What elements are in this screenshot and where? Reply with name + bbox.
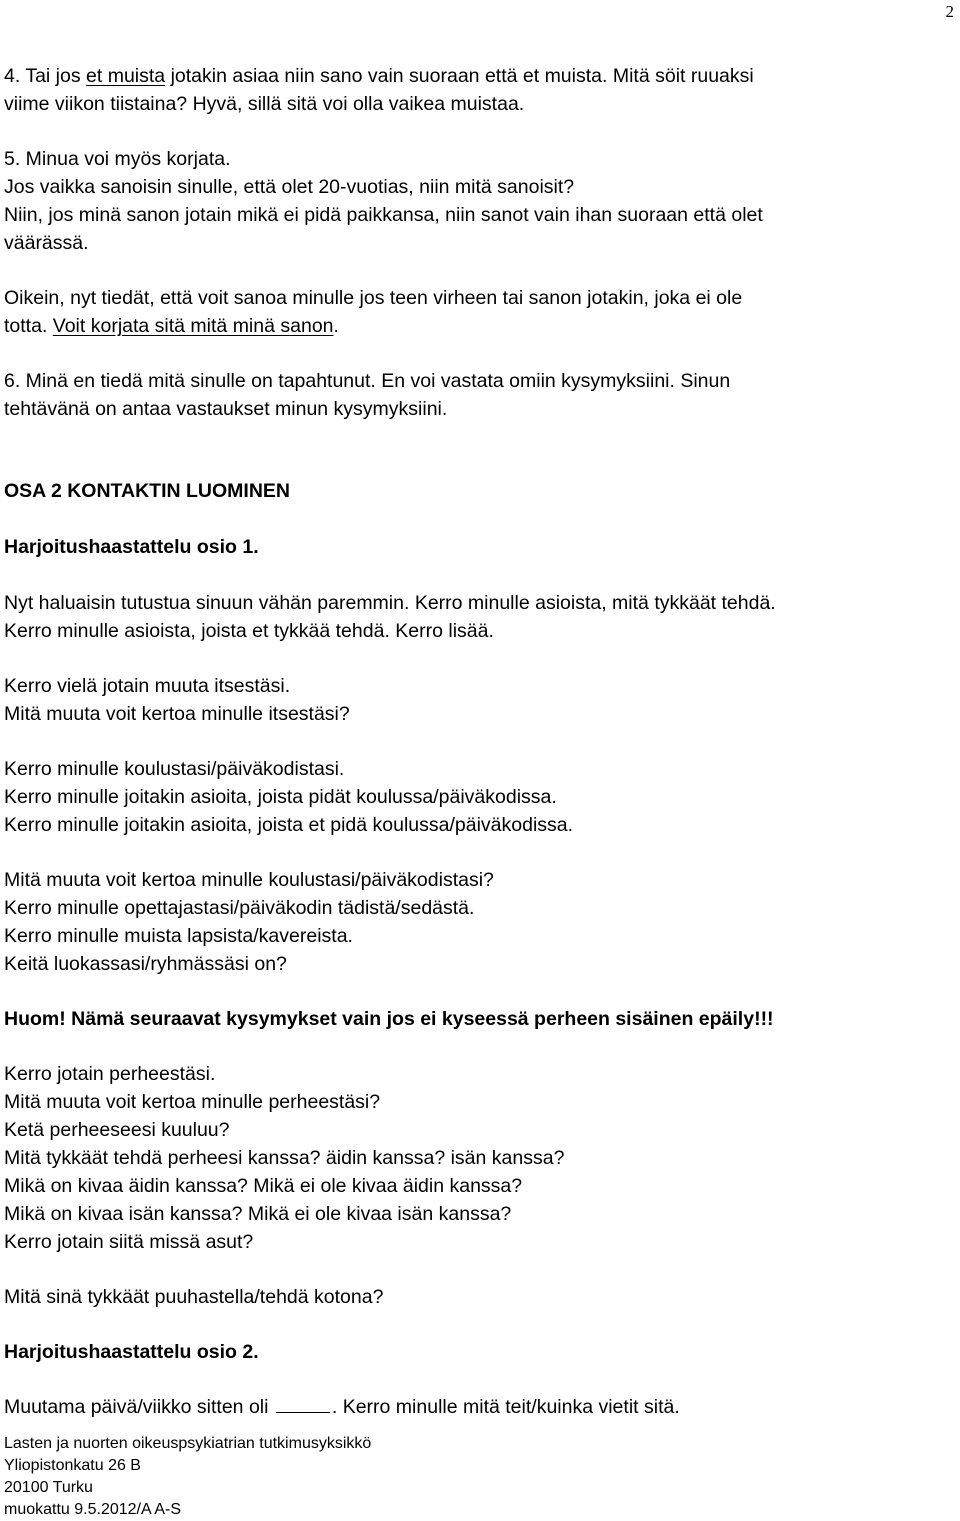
section-5-line-2: Jos vaikka sanoisin sinulle, että olet 20-vuotias, niin mitä sanoisit? xyxy=(4,176,575,198)
family-line-1: Kerro jotain perheestäsi. xyxy=(4,1063,216,1085)
home-question: Mitä sinä tykkäät puuhastella/tehdä kotona? xyxy=(4,1286,384,1308)
text-run: . xyxy=(333,315,339,337)
family-line-6: Mikä on kivaa isän kanssa? Mikä ei ole kivaa isän kanssa? xyxy=(4,1203,512,1225)
school-followup-line-4: Keitä luokassasi/ryhmässäsi on? xyxy=(4,953,287,975)
intro-line-1: Nyt haluaisin tutustua sinuun vähän paremmin. Kerro minulle asioista, mitä tykkäät tehdä. xyxy=(4,592,776,614)
correction-line-1: Oikein, nyt tiedät, että voit sanoa minulle jos teen virheen tai sanon jotakin, joka ei ole xyxy=(4,287,743,309)
section-5-line-3: Niin, jos minä sanon jotain mikä ei pidä paikkansa, niin sanot vain ihan suoraan että olet xyxy=(4,204,763,226)
section-4-line-2: viime viikon tiistaina? Hyvä, sillä sitä voi olla vaikea muistaa. xyxy=(4,93,525,115)
section-5 xyxy=(4,145,954,257)
text-run: Muutama päivä/viikko sitten oli xyxy=(4,1396,274,1418)
section-heading: OSA 2 KONTAKTIN LUOMINEN xyxy=(4,480,290,502)
self-paragraph xyxy=(4,672,954,728)
family-line-3: Ketä perheeseesi kuuluu? xyxy=(4,1119,230,1141)
section-6 xyxy=(4,367,954,423)
self-line-1: Kerro vielä jotain muuta itsestäsi. xyxy=(4,675,291,697)
school-line-1: Kerro minulle koulustasi/päiväkodistasi. xyxy=(4,758,345,780)
underlined-text: Voit korjata sitä mitä minä sanon xyxy=(52,315,334,337)
section-5-line-4: väärässä. xyxy=(4,232,89,254)
correction-paragraph xyxy=(4,284,954,340)
warning-note: Huom! Nämä seuraavat kysymykset vain jos ei kyseessä perheen sisäinen epäily!!! xyxy=(4,1008,774,1030)
intro-line-2: Kerro minulle asioista, joista et tykkää tehdä. Kerro lisää. xyxy=(4,620,494,642)
family-line-5: Mikä on kivaa äidin kanssa? Mikä ei ole kivaa äidin kanssa? xyxy=(4,1175,523,1197)
subsection-heading-osio-1: Harjoitushaastattelu osio 1. xyxy=(4,536,259,558)
family-paragraph xyxy=(4,1060,954,1256)
self-line-2: Mitä muuta voit kertoa minulle itsestäsi? xyxy=(4,703,350,725)
document-body xyxy=(4,62,954,1421)
family-line-2: Mitä muuta voit kertoa minulle perheestäsi? xyxy=(4,1091,381,1113)
text-run: 4. Tai jos xyxy=(4,65,87,87)
family-line-7: Kerro jotain siitä missä asut? xyxy=(4,1231,254,1253)
family-line-4: Mitä tykkäät tehdä perheesi kanssa? äidin kanssa? isän kanssa? xyxy=(4,1147,565,1169)
fill-in-blank[interactable] xyxy=(276,1394,330,1413)
text-run: . Kerro minulle mitä teit/kuinka vietit sitä. xyxy=(331,1396,680,1418)
footer-organization: Lasten ja nuorten oikeuspsykiatrian tutkimusyksikkö xyxy=(4,1435,372,1452)
footer xyxy=(4,1433,371,1521)
intro-paragraph xyxy=(4,589,954,645)
footer-modified-date: muokattu 9.5.2012/A A-S xyxy=(4,1501,182,1518)
text-run: jotakin asiaa niin sano vain suoraan että et muista. Mitä söit ruuaksi xyxy=(165,65,754,87)
school-followup-line-1: Mitä muuta voit kertoa minulle koulustasi/päiväkodistasi? xyxy=(4,869,494,891)
school-paragraph xyxy=(4,755,954,839)
school-line-3: Kerro minulle joitakin asioita, joista et pidä koulussa/päiväkodissa. xyxy=(4,814,574,836)
subsection-heading-osio-2: Harjoitushaastattelu osio 2. xyxy=(4,1341,259,1363)
text-run: totta. xyxy=(4,315,53,337)
section-6-line-2: tehtävänä on antaa vastaukset minun kysymyksiini. xyxy=(4,398,448,420)
school-followup-paragraph xyxy=(4,866,954,978)
footer-street-address: Yliopistonkatu 26 B xyxy=(4,1457,141,1474)
section-5-line-1: 5. Minua voi myös korjata. xyxy=(4,148,231,170)
correction-line-2 xyxy=(4,312,954,340)
section-6-line-1: 6. Minä en tiedä mitä sinulle on tapahtunut. En voi vastata omiin kysymyksiini. Sinun xyxy=(4,370,731,392)
osio-2-prompt xyxy=(4,1393,954,1421)
section-4-line-1 xyxy=(4,62,954,90)
page-number: 2 xyxy=(945,2,954,21)
school-line-2: Kerro minulle joitakin asioita, joista pidät koulussa/päiväkodissa. xyxy=(4,786,557,808)
school-followup-line-3: Kerro minulle muista lapsista/kavereista. xyxy=(4,925,353,947)
section-4 xyxy=(4,62,954,118)
footer-postal-city: 20100 Turku xyxy=(4,1479,93,1496)
school-followup-line-2: Kerro minulle opettajastasi/päiväkodin tädistä/sedästä. xyxy=(4,897,475,919)
underlined-text: et muista xyxy=(86,65,166,87)
